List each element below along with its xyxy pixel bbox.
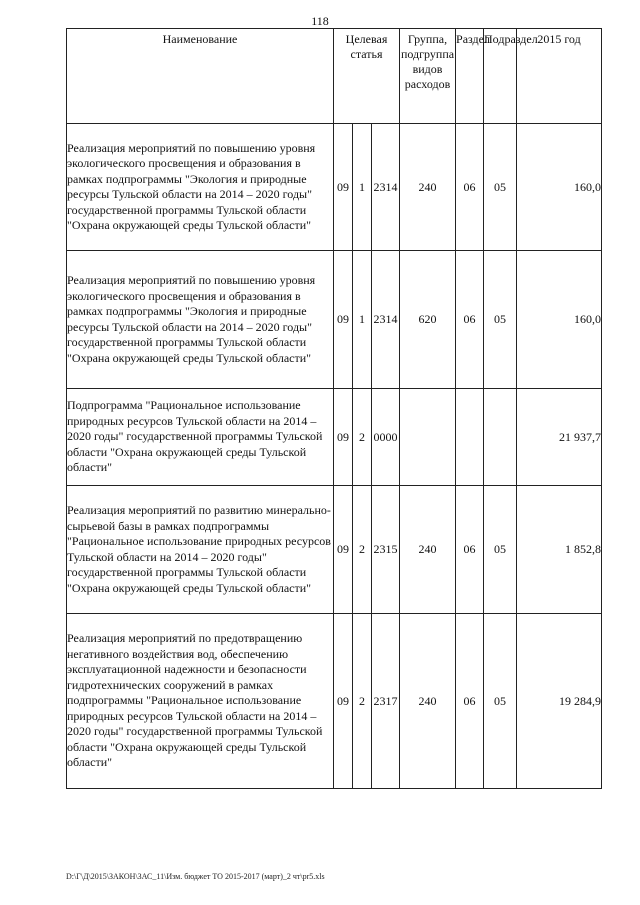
page-number: 118: [311, 14, 329, 28]
row-prog: 09: [334, 486, 353, 614]
row-group: [400, 389, 456, 486]
row-prog: 09: [334, 389, 353, 486]
row-amount: 21 937,7: [517, 389, 602, 486]
row-section: 06: [456, 251, 484, 389]
table-header-row: [67, 29, 602, 124]
row-name: Подпрограмма "Рациональное использование природных ресурсов Тульской области на 2014 – 2020 годы" государственной программы Тульской области "Охрана окружающей среды Тульской области": [67, 389, 334, 486]
row-amount: 1 852,8: [517, 486, 602, 614]
row-code: 0000: [372, 389, 400, 486]
row-prog: 09: [334, 251, 353, 389]
row-sub: 2: [353, 486, 372, 614]
row-prog: 09: [334, 124, 353, 251]
row-subsection: [484, 389, 517, 486]
table-row: [67, 251, 602, 389]
row-amount: 19 284,9: [517, 614, 602, 789]
row-code: 2317: [372, 614, 400, 789]
row-code: 2314: [372, 251, 400, 389]
header-expense-group: Группа, подгруппа видов расходов: [400, 29, 456, 124]
row-sub: 1: [353, 251, 372, 389]
row-section: 06: [456, 486, 484, 614]
row-subsection: 05: [484, 614, 517, 789]
header-target-article: Целевая статья: [334, 29, 400, 124]
row-sub: 2: [353, 389, 372, 486]
table-row: [67, 389, 602, 486]
row-subsection: 05: [484, 486, 517, 614]
header-year: 2015 год: [517, 29, 602, 124]
row-group: 240: [400, 614, 456, 789]
row-sub: 1: [353, 124, 372, 251]
row-name: Реализация мероприятий по повышению уровня экологического просвещения и образования в рамках подпрограммы "Экология и природные ресурсы Тульской области на 2014 – 2020 годы" государственной программы Тульской области "Охрана окружающей среды Тульской области": [67, 251, 334, 389]
row-amount: 160,0: [517, 251, 602, 389]
row-subsection: 05: [484, 124, 517, 251]
header-section: Раздел: [456, 29, 484, 124]
row-code: 2314: [372, 124, 400, 251]
row-subsection: 05: [484, 251, 517, 389]
table-row: [67, 614, 602, 789]
table-row: [67, 124, 602, 251]
row-section: 06: [456, 614, 484, 789]
row-section: [456, 389, 484, 486]
header-name: Наименование: [67, 29, 334, 124]
row-prog: 09: [334, 614, 353, 789]
budget-table: [66, 28, 602, 789]
row-name: Реализация мероприятий по предотвращению негативного воздействия вод, обеспечению эксплуатационной надежности и безопасности гидротехнических сооружений в рамках подпрограммы "Рациональное использование природных ресурсов Тульской области на 2014 – 2020 годы" государственной программы Тульской области "Охрана окружающей среды Тульской области": [67, 614, 334, 789]
row-name: Реализация мероприятий по повышению уровня экологического просвещения и образования в рамках подпрограммы "Экология и природные ресурсы Тульской области на 2014 – 2020 годы" государственной программы Тульской области "Охрана окружающей среды Тульской области": [67, 124, 334, 251]
row-group: 240: [400, 124, 456, 251]
row-code: 2315: [372, 486, 400, 614]
file-path-footer: D:\Г\Д\2015\ЗАКОН\ЗАС_11\Изм. бюджет ТО 2015-2017 (март)_2 чт\pr5.xls: [66, 872, 325, 881]
table-row: [67, 486, 602, 614]
header-subsection: Подраздел: [484, 29, 517, 124]
row-name: Реализация мероприятий по развитию минерально-сырьевой базы в рамках подпрограммы "Рациональное использование природных ресурсов Тульской области на 2014 – 2020 годы" государственной программы Тульской области "Охрана окружающей среды Тульской области": [67, 486, 334, 614]
row-section: 06: [456, 124, 484, 251]
row-group: 620: [400, 251, 456, 389]
row-amount: 160,0: [517, 124, 602, 251]
row-sub: 2: [353, 614, 372, 789]
row-group: 240: [400, 486, 456, 614]
